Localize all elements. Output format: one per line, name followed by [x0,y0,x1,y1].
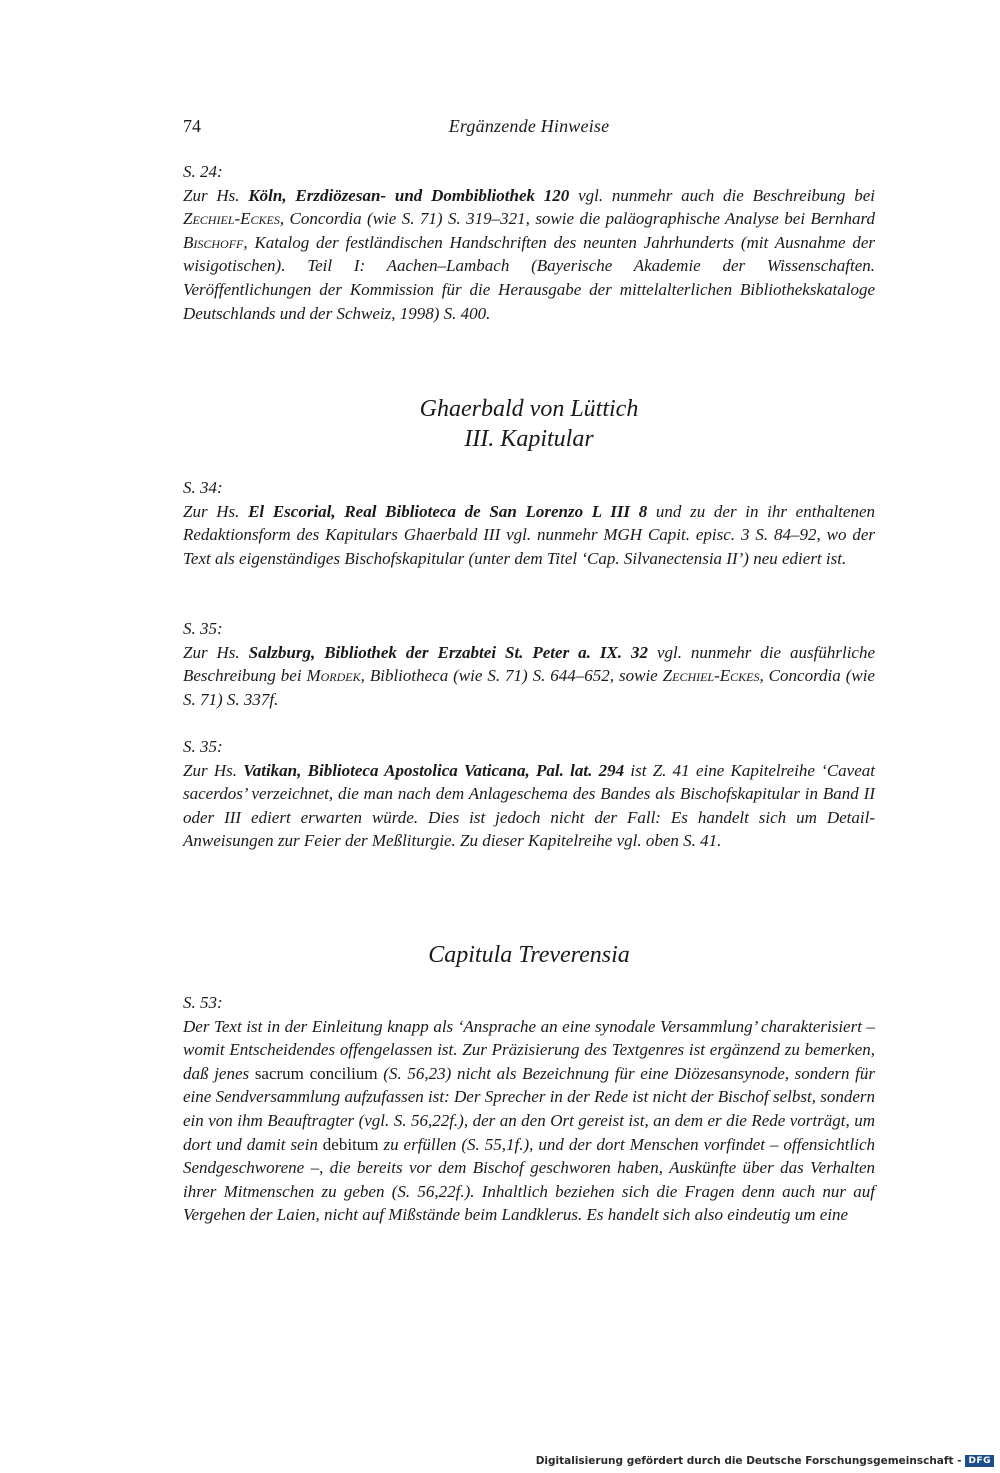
manuscript-name: Köln, Erzdiözesan- und Dombibliothek 120 [248,185,570,205]
note-block-s35-salzburg [183,617,875,711]
manuscript-name: El Escorial, Real Biblioteca de San Lorenzo L III 8 [248,501,648,521]
author-name: Zechiel-Eckes [662,666,760,686]
manuscript-name: Vatikan, Biblioteca Apostolica Vaticana, Pal. lat. 294 [243,760,625,780]
note-text: Zur Hs. El Escorial, Real Biblioteca de San Lorenzo L III 8 und zu der in ihr enthaltenen Redaktionsform des Kapitulars Ghaerbald III vgl. nunmehr MGH Capit. episc. 3 S. 84–92, wo der Text als eigenständiges Bischofskapitular (unter dem Titel ‘Cap. Silvanectensia II’) neu ediert ist. [183,501,875,568]
note-text: Der Text ist in der Einleitung knapp als ‘Ansprache an eine synodale Versammlung’ charakterisiert – womit Entscheidendes offengelassen ist. Zur Präzisierung des Textgenres ist ergänzend zu bemerken, daß jenes sacrum concilium (S. 56,23) nicht als Bezeichnung für eine Diözesansynode, sondern für eine Sendversammlung aufzufassen ist: Der Sprecher in der Rede ist nicht der Bischof selbst, sondern ein von ihm Beauftragter (vgl. S. 56,22f.), der an den Ort gereist ist, an dem er die Rede vorträgt, um dort und damit sein debitum zu erfüllen (S. 55,1f.), und der dort Menschen vorfindet – offensichtlich Sendgeschworene –, die bereits vor dem Bischof geschworen haben, Auskünfte über das Verhalten ihrer Mitmenschen zu geben (S. 56,22f.). Inhaltlich beziehen sich die Fragen denn auch nur auf Vergehen der Laien, nicht auf Mißstände beim Landklerus. Es handelt sich also eindeutig um eine [183,1016,876,1225]
page-header [183,116,875,140]
dfg-logo: DFG [965,1455,994,1467]
page-reference: S. 53: [183,993,223,1012]
running-title: Ergänzende Hinweise [448,116,610,136]
note-block-s34 [183,476,875,570]
section-title-ghaerbald: Ghaerbald von Lüttich III. Kapitular [419,396,639,452]
latin-term: sacrum concilium [254,1063,378,1083]
manuscript-name: Salzburg, Bibliothek der Erzabtei St. Peter a. IX. 32 [248,642,648,662]
note-block-s35-vatikan [183,735,875,853]
author-name: Bischoff [183,232,244,252]
section-title-capitula: Capitula Treverensia [428,942,630,968]
note-block-s53 [183,991,875,1227]
digitization-footer [536,1455,994,1467]
page-reference: S. 34: [183,478,223,497]
page-reference: S. 35: [183,737,223,756]
note-block-s24 [183,160,875,325]
note-text: Zur Hs. Vatikan, Biblioteca Apostolica Vaticana, Pal. lat. 294 ist Z. 41 eine Kapitelreihe ‘Caveat sacerdos’ verzeichnet, die man nach dem Anlageschema des Bandes als Bischofskapitular in Band II oder III ediert erwarten würde. Dies ist jedoch nicht der Fall: Es handelt sich um Detail-Anweisungen zur Feier der Meßliturgie. Zu dieser Kapitelreihe vgl. oben S. 41. [183,760,875,851]
note-text: Zur Hs. Köln, Erzdiözesan- und Dombibliothek 120 vgl. nunmehr auch die Beschreibung bei Zechiel-Eckes, Concordia (wie S. 71) S. 319–321, sowie die paläographische Analyse bei Bernhard Bischoff, Katalog der festländischen Handschriften des neunten Jahrhunderts (mit Ausnahme der wisigotischen). Teil I: Aachen–Lambach (Bayerische Akademie der Wissenschaften. Veröffentlichungen der Kommission für die Herausgabe der mittelalterlichen Bibliothekskataloge Deutschlands und der Schweiz, 1998) S. 400. [183,185,875,323]
author-name: Mordek [306,666,361,686]
author-name: Zechiel-Eckes [183,209,280,229]
footer-text: Digitalisierung gefördert durch die Deutsche Forschungsgemeinschaft - [535,1455,962,1467]
latin-term: debitum [322,1134,379,1154]
page-reference: S. 35: [183,619,223,638]
page-number: 74 [183,116,201,136]
page-reference: S. 24: [183,162,223,181]
note-text: Zur Hs. Salzburg, Bibliothek der Erzabtei St. Peter a. IX. 32 vgl. nunmehr die ausführliche Beschreibung bei Mordek, Bibliotheca (wie S. 71) S. 644–652, sowie Zechiel-Eckes, Concordia (wie S. 71) S. 337f. [183,642,876,709]
